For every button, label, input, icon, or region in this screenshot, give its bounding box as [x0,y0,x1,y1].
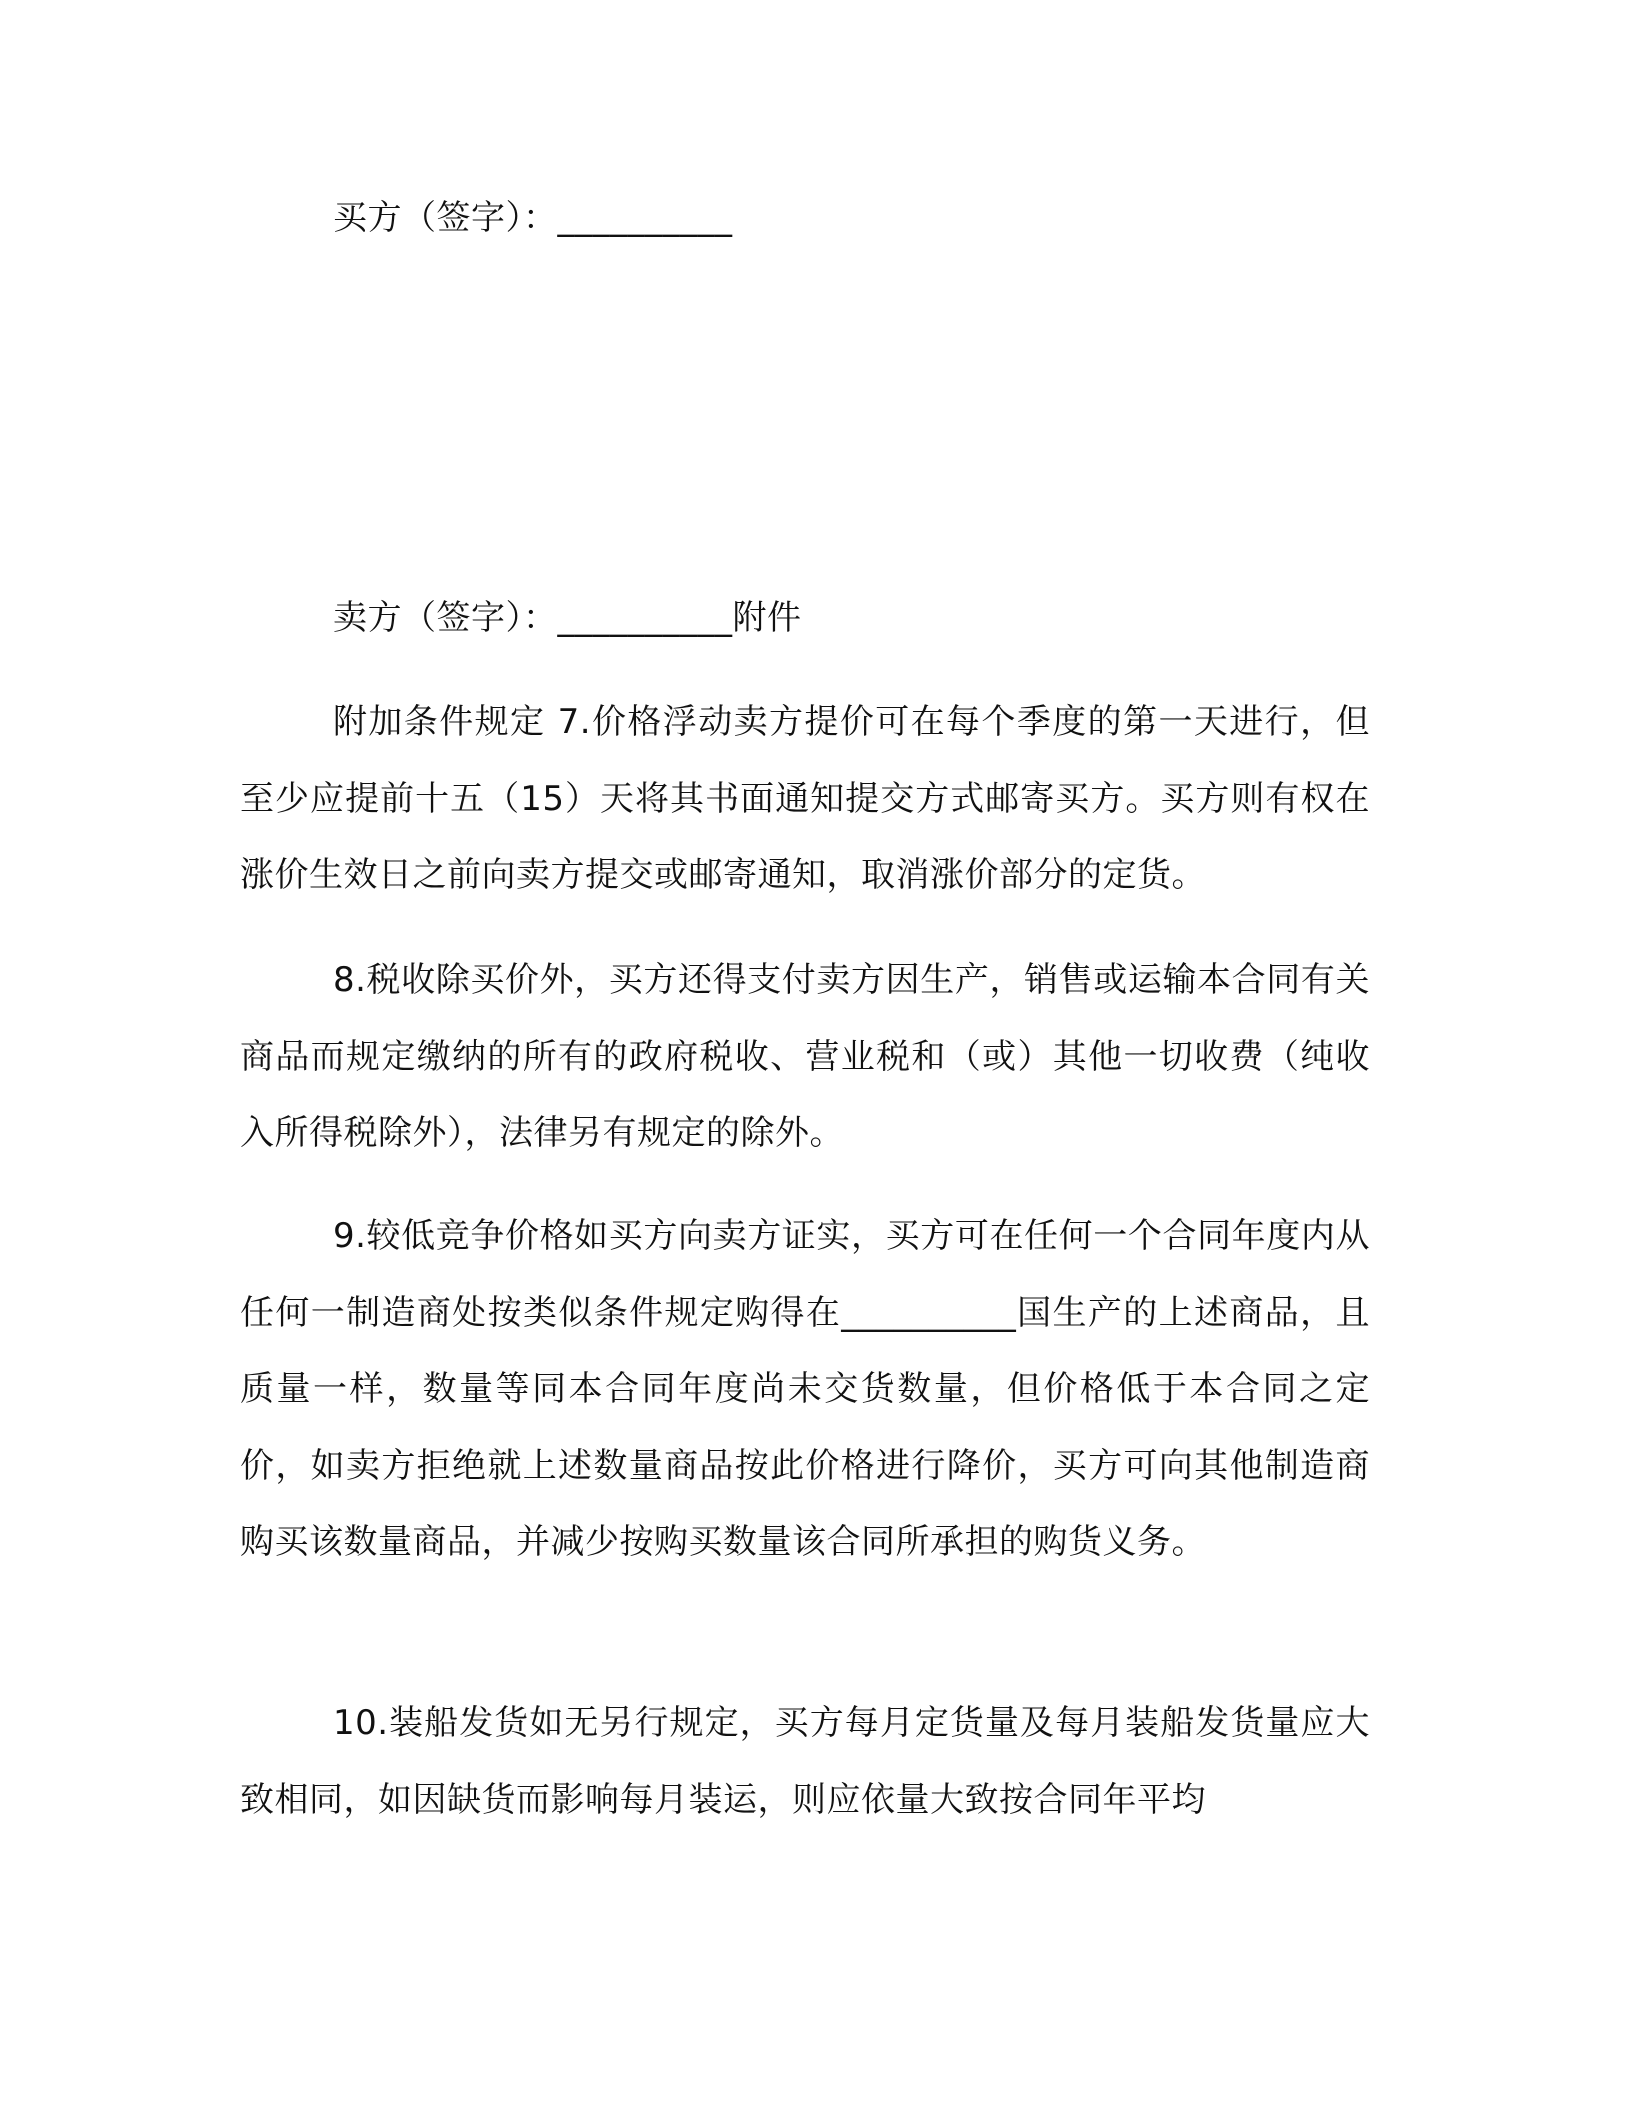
clause-8-taxes: 8.税收除买价外，买方还得支付卖方因生产，销售或运输本合同有关商品而规定缴纳的所有的政府税收、营业税和（或）其他一切收费（纯收入所得税除外），法律另有规定的除外。 [240,960,1370,1153]
seller-signature-line: 卖方（签字）：__________附件 [333,598,802,638]
clause-7-price-fluctuation: 附加条件规定 7.价格浮动卖方提价可在每个季度的第一天进行，但至少应提前十五（15）天将其书面通知提交方式邮寄买方。买方则有权在涨价生效日之前向卖方提交或邮寄通知，取消涨价部分的定货。 [240,702,1370,895]
buyer-signature-line: 买方（签字）：__________ [333,198,733,238]
clause-10-shipment: 10.装船发货如无另行规定，买方每月定货量及每月装船发货量应大致相同，如因缺货而影响每月装运，则应依量大致按合同年平均 [240,1703,1370,1820]
clause-9-lower-competitive-price: 9.较低竞争价格如买方向卖方证实，买方可在任何一个合同年度内从任何一制造商处按类似条件规定购得在__________国生产的上述商品，且质量一样，数量等同本合同年度尚未交货数量，但价格低于本合同之定价，如卖方拒绝就上述数量商品按此价格进行降价，买方可向其他制造商购买该数量商品，并减少按购买数量该合同所承担的购货义务。 [240,1216,1370,1562]
